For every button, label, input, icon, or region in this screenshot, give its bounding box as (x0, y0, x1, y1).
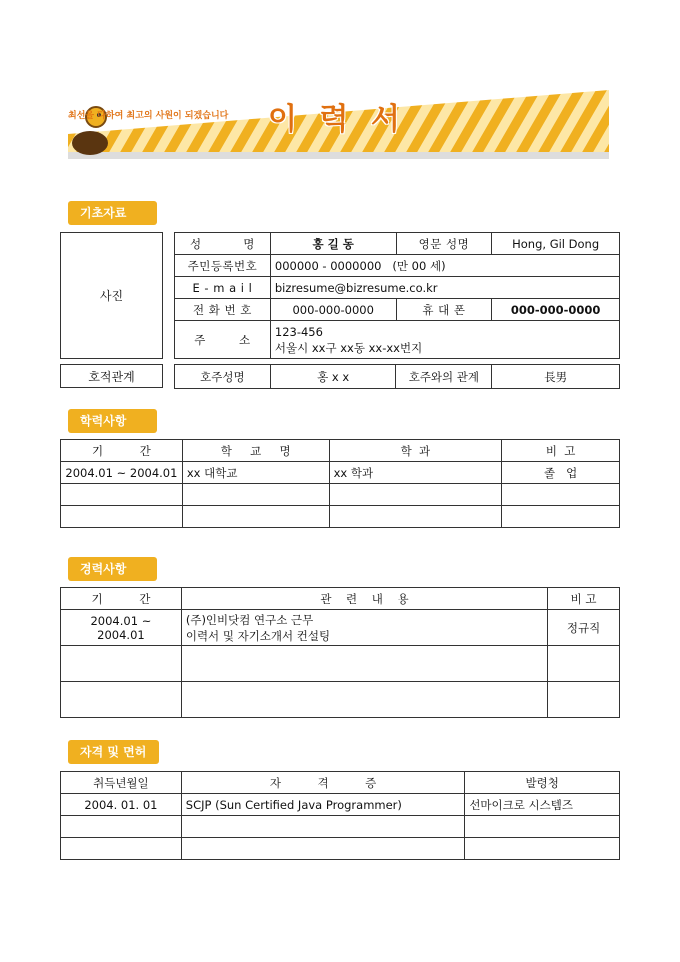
license-issuer: 선마이크로 시스템즈 (465, 794, 620, 816)
head-name-value: 홍 x x (270, 365, 396, 389)
edu-header-period: 기 간 (61, 440, 183, 462)
basic-info-table (174, 232, 620, 359)
email-label: E - m a i l (175, 277, 271, 299)
family-label-box (60, 364, 163, 388)
phone-value: 000-000-0000 (270, 299, 396, 321)
address-label: 주 소 (175, 321, 271, 359)
license-table (60, 771, 620, 860)
section-tab-education: 학력사항 (68, 409, 157, 433)
mobile-value: 000-000-0000 (492, 299, 620, 321)
table-row (61, 682, 620, 718)
career-content (181, 610, 547, 646)
education-header-row (61, 440, 620, 462)
name-value: 홍 길 동 (270, 233, 396, 255)
family-label: 호적관계 (88, 369, 135, 384)
license-name: SCJP (Sun Certified Java Programmer) (181, 794, 465, 816)
edu-school: xx 대학교 (182, 462, 329, 484)
career-note: 정규직 (548, 610, 620, 646)
career-header-note: 비 고 (548, 588, 620, 610)
edu-header-major: 학 과 (329, 440, 502, 462)
relation-value: 長男 (492, 365, 620, 389)
table-row (61, 816, 620, 838)
photo-box (60, 232, 163, 359)
edu-note: 졸 업 (502, 462, 620, 484)
table-row (61, 646, 620, 682)
family-table (174, 364, 620, 389)
license-date: 2004. 01. 01 (61, 794, 182, 816)
career-content-line2: 이력서 및 자기소개서 컨설팅 (185, 628, 331, 643)
table-row (61, 506, 620, 528)
license-header-date: 취득년월일 (61, 772, 182, 794)
section-tab-basic: 기초자료 (68, 201, 157, 225)
edu-header-note: 비 고 (502, 440, 620, 462)
table-row (61, 484, 620, 506)
career-content-line1: (주)인비닷컴 연구소 근무 (185, 612, 314, 627)
mobile-label: 휴 대 폰 (396, 299, 492, 321)
career-period: 2004.01 ~ 2004.01 (61, 610, 182, 646)
table-row (61, 838, 620, 860)
license-header-issuer: 발령청 (465, 772, 620, 794)
eng-name-value: Hong, Gil Dong (492, 233, 620, 255)
career-table (60, 587, 620, 718)
edu-major: xx 학과 (329, 462, 502, 484)
id-value: 000000 - 0000000 (만 00 세) (270, 255, 619, 277)
table-row (61, 462, 620, 484)
table-row (61, 794, 620, 816)
education-table (60, 439, 620, 528)
career-header-row (61, 588, 620, 610)
license-header-name: 자 격 증 (181, 772, 465, 794)
edu-period: 2004.01 ~ 2004.01 (61, 462, 183, 484)
table-row (61, 610, 620, 646)
email-value: bizresume@bizresume.co.kr (270, 277, 619, 299)
head-name-label: 호주성명 (175, 365, 271, 389)
name-label: 성 명 (175, 233, 271, 255)
address-line: 서울시 xx구 xx동 xx-xx번지 (274, 340, 423, 355)
phone-label: 전 화 번 호 (175, 299, 271, 321)
career-header-period: 기 간 (61, 588, 182, 610)
section-tab-license: 자격 및 면허 (68, 740, 159, 764)
section-tab-career: 경력사항 (68, 557, 157, 581)
page-title: 이 력 서 (268, 102, 406, 137)
photo-label: 사진 (99, 289, 124, 303)
relation-label: 호주와의 관계 (396, 365, 492, 389)
id-label: 주민등록번호 (175, 255, 271, 277)
address-zip: 123-456 (274, 324, 323, 339)
eng-name-label: 영문 성명 (396, 233, 492, 255)
banner-slogan: 최선을 다하여 최고의 사원이 되겠습니다 (68, 111, 229, 121)
license-header-row (61, 772, 620, 794)
address-value (270, 321, 619, 359)
career-header-content: 관 련 내 용 (181, 588, 547, 610)
resume-banner (68, 90, 609, 160)
edu-header-school: 학 교 명 (182, 440, 329, 462)
